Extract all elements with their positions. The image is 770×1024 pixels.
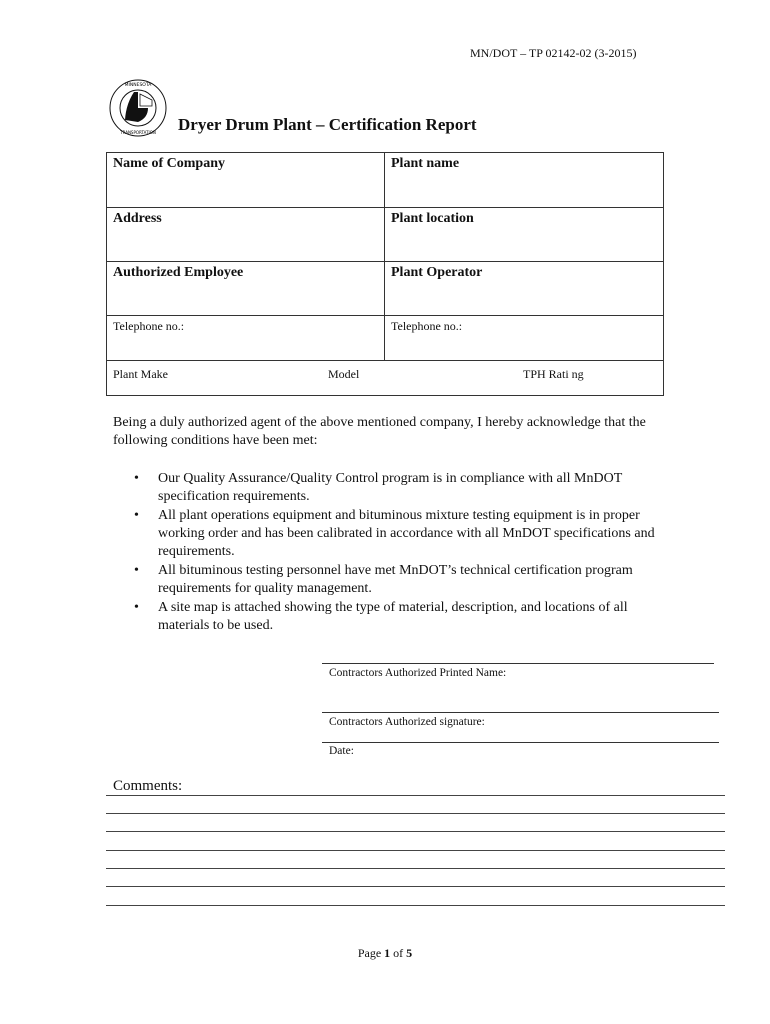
bullet-icon: • bbox=[134, 508, 139, 523]
plant-location-label: Plant location bbox=[391, 211, 474, 226]
condition-text: All bituminous testing personnel have met MnDOT’s technical certification program requirements for quality management. bbox=[158, 563, 633, 596]
plant-operator-label: Plant Operator bbox=[391, 265, 483, 280]
comment-line[interactable] bbox=[106, 813, 725, 814]
comments-label: Comments: bbox=[113, 778, 183, 794]
address-label: Address bbox=[113, 211, 162, 226]
acknowledgement-intro: Being a duly authorized agent of the above mentioned company, I hereby acknowledge that the following conditions have been met: bbox=[113, 415, 646, 448]
plant-make-label: Plant Make bbox=[113, 367, 168, 381]
authorized-employee-field[interactable] bbox=[107, 262, 385, 315]
form-row-telephone bbox=[107, 316, 663, 361]
page-number: 1 bbox=[384, 946, 391, 960]
printed-name-line[interactable] bbox=[322, 663, 714, 664]
page-of: of bbox=[393, 946, 404, 960]
telephone-right-field[interactable] bbox=[385, 316, 663, 360]
form-row-company bbox=[107, 153, 663, 208]
date-line[interactable] bbox=[322, 742, 719, 743]
condition-text: All plant operations equipment and bituminous mixture testing equipment is in proper working order and has been calibrated in accordance with all MnDOT specifications and requirements. bbox=[158, 508, 655, 559]
form-row-employee bbox=[107, 262, 663, 316]
comment-line[interactable] bbox=[106, 795, 725, 796]
comment-line[interactable] bbox=[106, 831, 725, 832]
form-row-plant-make[interactable] bbox=[107, 361, 663, 397]
bullet-icon: • bbox=[134, 471, 139, 486]
list-item bbox=[120, 470, 660, 506]
telephone-left-field[interactable] bbox=[107, 316, 385, 360]
svg-text:TRANSPORTATION: TRANSPORTATION bbox=[120, 130, 156, 135]
plant-operator-field[interactable] bbox=[385, 262, 663, 315]
plant-location-field[interactable] bbox=[385, 208, 663, 261]
svg-text:MINNESOTA: MINNESOTA bbox=[124, 83, 152, 88]
signature-line[interactable] bbox=[322, 712, 719, 713]
page-total: 5 bbox=[406, 946, 413, 960]
name-of-company-field[interactable] bbox=[107, 153, 385, 207]
plant-name-label: Plant name bbox=[391, 156, 460, 171]
page-footer bbox=[0, 946, 770, 961]
conditions-list bbox=[120, 470, 660, 636]
name-of-company-label: Name of Company bbox=[113, 156, 225, 171]
page-prefix: Page bbox=[357, 946, 382, 960]
model-label: Model bbox=[328, 367, 360, 381]
list-item bbox=[120, 562, 660, 598]
form-id: MN/DOT – TP 02142-02 (3-2015) bbox=[470, 46, 637, 60]
comment-line[interactable] bbox=[106, 886, 725, 887]
tph-rating-label: TPH Rati ng bbox=[523, 367, 584, 381]
plant-info-form bbox=[106, 152, 664, 396]
telephone-left-label: Telephone no.: bbox=[113, 319, 185, 333]
form-row-address bbox=[107, 208, 663, 262]
comment-line[interactable] bbox=[106, 850, 725, 851]
printed-name-label: Contractors Authorized Printed Name: bbox=[329, 667, 507, 679]
authorized-employee-label: Authorized Employee bbox=[113, 265, 244, 280]
address-field[interactable] bbox=[107, 208, 385, 261]
bullet-icon: • bbox=[134, 600, 139, 615]
comment-line[interactable] bbox=[106, 905, 725, 906]
date-label: Date: bbox=[329, 745, 354, 757]
condition-text: Our Quality Assurance/Quality Control program is in compliance with all MnDOT specification requirements. bbox=[158, 471, 622, 504]
bullet-icon: • bbox=[134, 563, 139, 578]
list-item bbox=[120, 599, 660, 635]
comment-line[interactable] bbox=[106, 868, 725, 869]
signature-label: Contractors Authorized signature: bbox=[329, 716, 485, 728]
condition-text: A site map is attached showing the type of material, description, and locations of all materials to be used. bbox=[158, 600, 628, 633]
mndot-seal-logo bbox=[108, 78, 168, 138]
list-item bbox=[120, 507, 660, 561]
document-title: Dryer Drum Plant – Certification Report bbox=[178, 115, 477, 134]
plant-name-field[interactable] bbox=[385, 153, 663, 207]
telephone-right-label: Telephone no.: bbox=[391, 319, 463, 333]
